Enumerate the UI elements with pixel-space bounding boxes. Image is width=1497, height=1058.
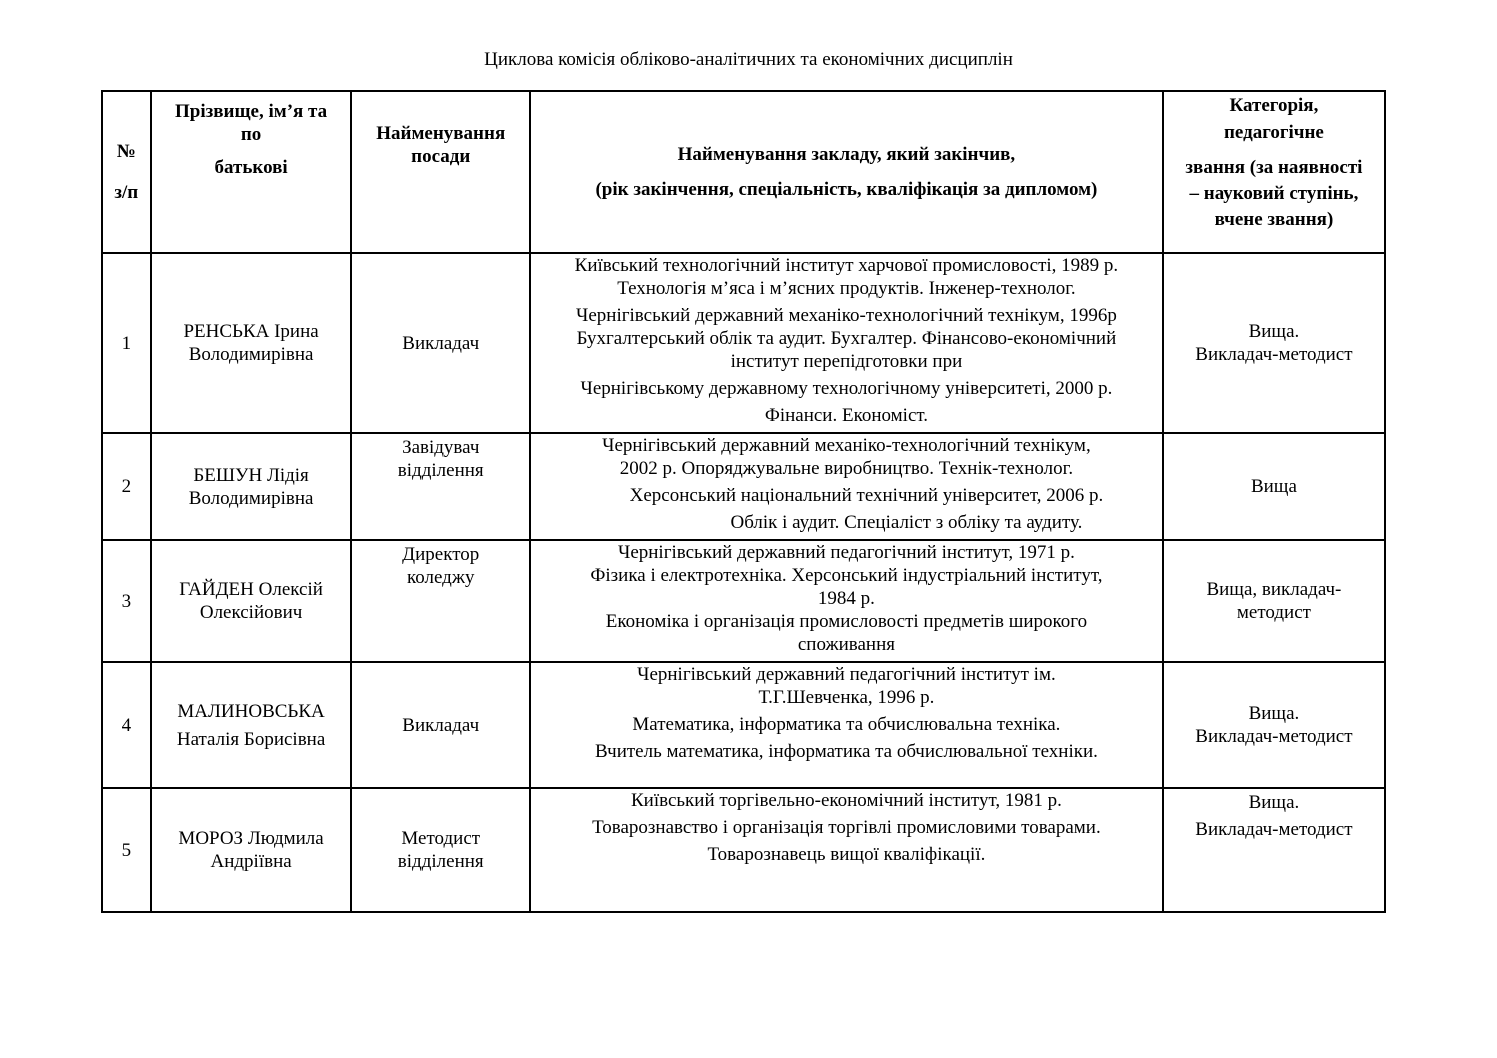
employee-education	[530, 788, 1163, 912]
name-line: Наталія Борисівна	[176, 728, 326, 750]
employee-name	[151, 433, 352, 540]
position-line: Викладач	[402, 332, 480, 354]
position-line: Викладач	[402, 714, 480, 736]
education-line: споживання	[797, 634, 895, 655]
row-number: 2	[102, 433, 151, 540]
employee-position	[351, 433, 530, 540]
table-row	[102, 540, 1385, 662]
employee-name	[151, 253, 352, 433]
row-number: 4	[102, 662, 151, 788]
position-line: коледжу	[406, 567, 475, 588]
education-line: Товарознавство і організація торгівлі промисловими товарами.	[592, 817, 1101, 838]
education-line: Технологія м’яса і м’ясних продуктів. Інженер-технолог.	[617, 278, 1076, 299]
employee-education	[530, 662, 1163, 788]
education-line: Економіка і організація промисловості предметів широкого	[605, 611, 1088, 632]
category-line: Вища.	[1248, 703, 1300, 724]
category-line: Вища.	[1248, 321, 1300, 342]
name-line: ГАЙДЕН Олексій	[179, 579, 323, 600]
education-line: Чернігівський державний педагогічний інститут ім.	[637, 664, 1056, 685]
education-line: Київський торгівельно-економічний інститут, 1981 р.	[630, 790, 1062, 811]
employee-category	[1163, 662, 1385, 788]
education-line: Облік і аудит. Спеціаліст з обліку та аудиту.	[730, 512, 1083, 533]
education-line: Бухгалтерський облік та аудит. Бухгалтер. Фінансово-економічний	[576, 328, 1117, 349]
name-line: Володимирівна	[188, 487, 314, 509]
header-position-line: Найменування	[376, 123, 506, 144]
employee-category	[1163, 788, 1385, 912]
position-line: відділення	[397, 851, 484, 872]
row-number: 1	[102, 253, 151, 433]
education-line: Київський технологічний інститут харчової промисловості, 1989 р.	[574, 255, 1119, 276]
header-category-line: звання (за наявності	[1185, 157, 1363, 178]
category-line: Вища.	[1248, 792, 1300, 813]
employee-name	[151, 662, 352, 788]
table-row	[102, 433, 1385, 540]
employee-position	[351, 788, 530, 912]
employee-name	[151, 540, 352, 662]
education-line: Вчитель математика, інформатика та обчислювальної техніки.	[594, 741, 1098, 762]
education-line: 1984 р.	[817, 588, 875, 609]
position-line: відділення	[397, 460, 484, 481]
education-line: 2002 р. Опоряджувальне виробництво. Технік-технолог.	[619, 458, 1074, 479]
header-category-line: – науковий ступінь,	[1189, 183, 1359, 204]
position-line: Директор	[402, 544, 480, 565]
header-category-line: педагогічне	[1223, 122, 1324, 143]
education-line: Чернігівський державний педагогічний інститут, 1971 р.	[617, 542, 1075, 563]
employee-name	[151, 788, 352, 912]
header-education-line: Найменування закладу, який закінчив,	[677, 144, 1016, 165]
header-category-line: Категорія,	[1229, 95, 1319, 116]
education-line: Т.Г.Шевченка, 1996 р.	[758, 687, 935, 708]
category-line: Викладач-методист	[1195, 819, 1353, 840]
education-line: Математика, інформатика та обчислювальна техніка.	[632, 714, 1061, 735]
table-header-row	[102, 91, 1385, 253]
employee-category	[1163, 433, 1385, 540]
name-line: Володимирівна	[188, 344, 314, 365]
education-line: Херсонський національний технічний університет, 2006 р.	[629, 485, 1104, 506]
employee-education	[530, 433, 1163, 540]
header-no	[102, 91, 151, 253]
header-category	[1163, 91, 1385, 253]
header-position	[351, 91, 530, 253]
employee-position	[351, 540, 530, 662]
header-no-line: №	[116, 141, 136, 162]
name-line: Андріївна	[210, 851, 292, 872]
name-line: МАЛИНОВСЬКА	[177, 700, 325, 722]
employee-position	[351, 253, 530, 433]
category-line: Викладач-методист	[1195, 726, 1353, 747]
education-line: інститут перепідготовки при	[730, 351, 963, 372]
header-category-line: вчене звання)	[1214, 209, 1334, 230]
document-title: Циклова комісія обліково-аналітичних та економічних дисциплін	[484, 49, 1013, 70]
header-education-line: (рік закінчення, спеціальність, кваліфікація за дипломом)	[595, 179, 1098, 200]
name-line: РЕНСЬКА Ірина	[183, 321, 319, 342]
education-line: Чернігівський державний механіко-технологічний технікум,	[602, 435, 1091, 456]
name-line: Олексійович	[199, 602, 303, 623]
education-line: Фізика і електротехніка. Херсонський індустріальний інститут,	[590, 565, 1103, 586]
header-name-line: по	[240, 124, 262, 145]
position-line: Завідувач	[402, 437, 480, 458]
name-line: МОРОЗ Людмила	[178, 828, 324, 849]
education-line: Фінанси. Економіст.	[764, 405, 929, 426]
table-row	[102, 788, 1385, 912]
education-line: Чернігівський державний механіко-технологічний технікум, 1996р	[576, 305, 1117, 326]
header-position-line: посади	[411, 146, 471, 167]
name-line: БЕШУН Лідія	[193, 464, 309, 486]
employee-position	[351, 662, 530, 788]
category-line: Вища, викладач-	[1206, 579, 1342, 600]
header-name	[151, 91, 352, 253]
row-number: 3	[102, 540, 151, 662]
education-line: Чернігівському державному технологічному університеті, 2000 р.	[580, 378, 1113, 399]
header-name-line: Прізвище, ім’я та	[175, 101, 328, 122]
staff-table	[101, 90, 1386, 913]
category-line: Вища	[1250, 476, 1297, 497]
header-education	[530, 91, 1163, 253]
header-no-line: з/п	[114, 182, 139, 203]
row-number: 5	[102, 788, 151, 912]
table-row	[102, 253, 1385, 433]
position-line: Методист	[401, 828, 481, 849]
employee-education	[530, 253, 1163, 433]
category-line: методист	[1236, 602, 1311, 623]
employee-category	[1163, 540, 1385, 662]
employee-education	[530, 540, 1163, 662]
employee-category	[1163, 253, 1385, 433]
table-row	[102, 662, 1385, 788]
header-name-line: батькові	[214, 157, 288, 178]
education-line: Товарознавець вищої кваліфікації.	[707, 844, 986, 865]
category-line: Викладач-методист	[1195, 344, 1353, 365]
